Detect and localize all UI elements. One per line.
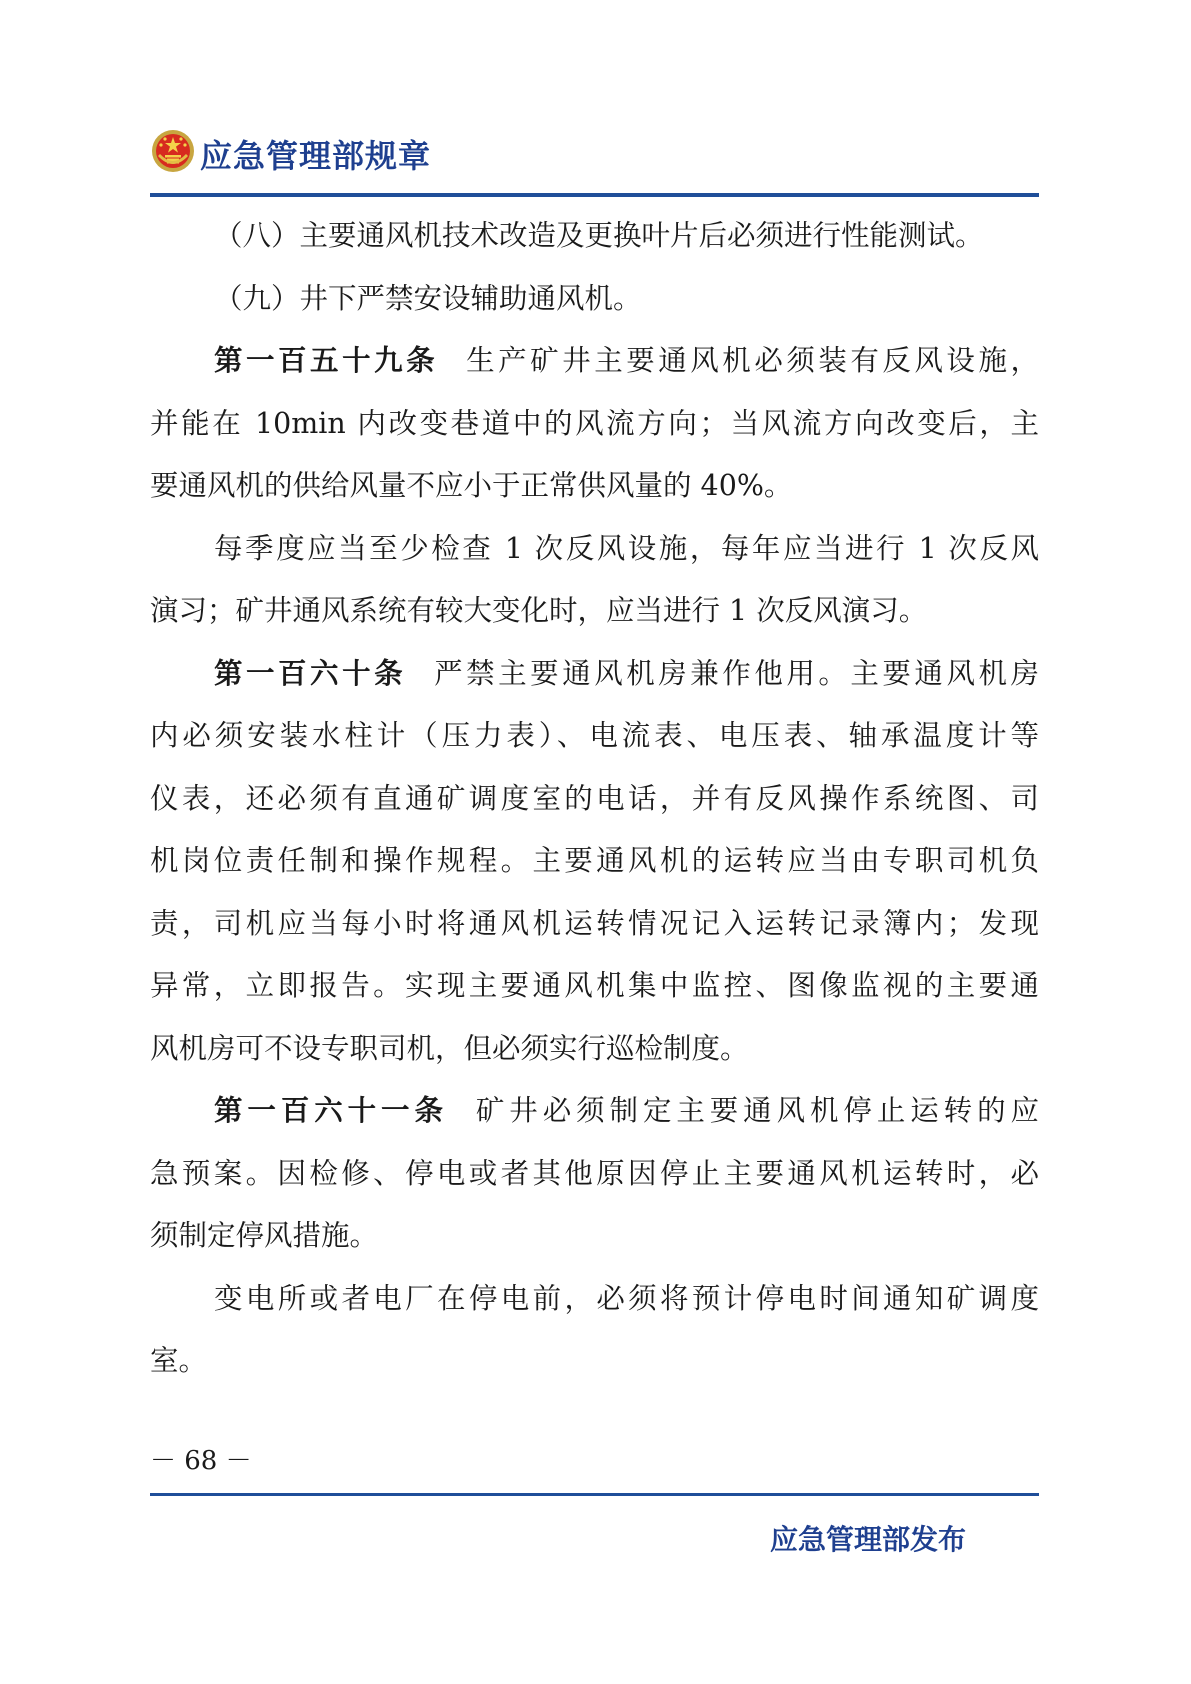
article-number: 第一百六十条 <box>214 656 407 690</box>
paragraph-line: 急预案。因检修、停电或者其他原因停止主要通风机运转时，必 <box>150 1156 1039 1190</box>
paragraph-line: 机岗位责任制和操作规程。主要通风机的运转应当由专职司机负 <box>150 844 1039 877</box>
paragraph-line: 每季度应当至少检查 1 次反风设施，每年应当进行 1 次反风 <box>214 531 1039 565</box>
paragraph-text: 矿井必须制定主要通风机停止运转的应 <box>475 1094 1039 1127</box>
footer-divider <box>150 1493 1039 1496</box>
article-heading-line <box>150 330 1039 393</box>
paragraph-line: 室。 <box>150 1344 208 1377</box>
footer-publisher: 应急管理部发布 <box>770 1523 967 1556</box>
national-emblem-icon <box>150 128 196 174</box>
paragraph-text: 生产矿井主要通风机必须装有反风设施， <box>466 344 1039 377</box>
header-divider <box>150 193 1039 197</box>
paragraph-line: 变电所或者电厂在停电前，必须将预计停电时间通知矿调度 <box>214 1281 1039 1315</box>
paragraph-line: 内必须安装水柱计（压力表）、电流表、电压表、轴承温度计等 <box>150 719 1039 752</box>
paragraph-line: 责，司机应当每小时将通风机运转情况记入运转记录簿内；发现 <box>150 906 1039 940</box>
header-title: 应急管理部规章 <box>200 137 432 175</box>
paragraph-line: 演习；矿井通风系统有较大变化时，应当进行 1 次反风演习。 <box>150 594 928 627</box>
paragraph-line: 要通风机的供给风量不应小于正常供风量的 40%。 <box>150 469 793 502</box>
article-heading-line <box>150 643 1039 706</box>
article-number: 第一百六十一条 <box>214 1094 448 1127</box>
document-body <box>150 205 1039 1393</box>
paragraph-line: 仪表，还必须有直通矿调度室的电话，并有反风操作系统图、司 <box>150 781 1039 815</box>
paragraph-line: 异常，立即报告。实现主要通风机集中监控、图像监视的主要通 <box>150 969 1039 1002</box>
article-heading-line <box>150 1080 1039 1143</box>
page-number: － 68 － <box>150 1446 252 1476</box>
page-header <box>150 128 1039 190</box>
paragraph-line: （八）主要通风机技术改造及更换叶片后必须进行性能测试。 <box>214 219 984 252</box>
paragraph-line: 并能在 10min 内改变巷道中的风流方向；当风流方向改变后，主 <box>150 406 1039 440</box>
paragraph-line: （九）井下严禁安设辅助通风机。 <box>214 281 642 315</box>
paragraph-text: 严禁主要通风机房兼作他用。主要通风机房 <box>434 656 1039 690</box>
article-number: 第一百五十九条 <box>214 344 439 377</box>
paragraph-line: 须制定停风措施。 <box>150 1219 379 1252</box>
paragraph-line: 风机房可不设专职司机，但必须实行巡检制度。 <box>150 1031 749 1065</box>
